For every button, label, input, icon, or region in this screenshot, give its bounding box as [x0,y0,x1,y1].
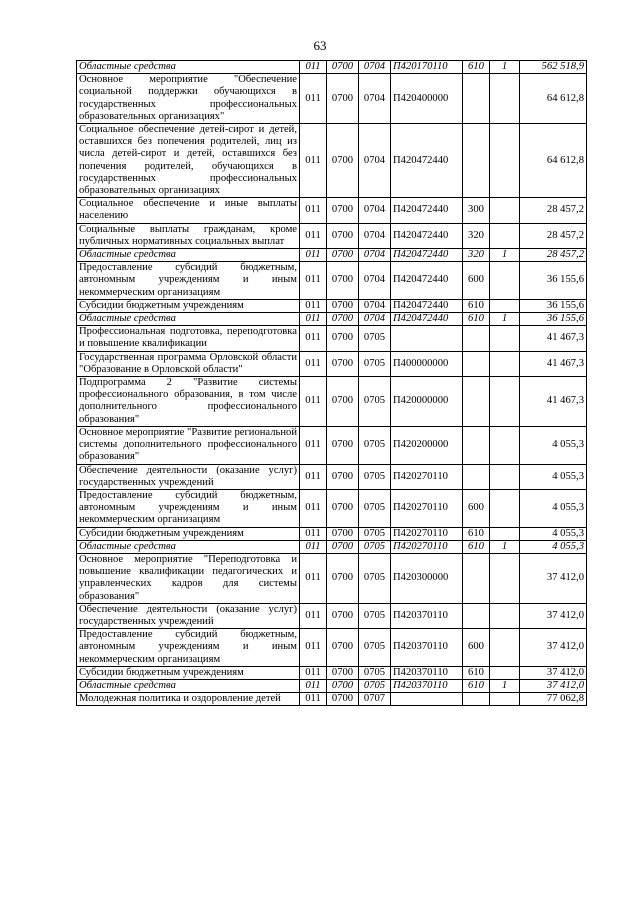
cell-amount: 37 412,0 [520,666,587,679]
cell-ministry-code: 011 [300,262,327,300]
cell-subsection-code: 0704 [359,249,391,262]
cell-name: Социальное обеспечение и иные выплаты населению [77,198,300,223]
table-row [77,124,587,198]
table-row [77,693,587,706]
cell-amount: 28 457,2 [520,249,587,262]
cell-section-code: 0700 [327,527,359,540]
cell-subsection-code: 0705 [359,527,391,540]
cell-name: Социальные выплаты гражданам, кроме публичных нормативных социальных выплат [77,223,300,248]
cell-expense-type [463,426,490,464]
cell-name: Социальное обеспечение детей-сирот и детей, оставшихся без попечения родителей, лиц из числа детей-сирот и детей, оставшихся без попечения родителей, обучающихся в государственных профессиональных образовательных организациях [77,124,300,198]
cell-section-code: 0700 [327,124,359,198]
cell-amount: 41 467,3 [520,351,587,376]
cell-target-article: П420472440 [391,198,463,223]
cell-target-article: П420270110 [391,540,463,553]
cell-amount: 37 412,0 [520,603,587,628]
cell-subsection-code: 0705 [359,679,391,692]
table-row [77,299,587,312]
cell-name: Субсидии бюджетным учреждениям [77,666,300,679]
cell-ministry-code: 011 [300,464,327,489]
cell-name: Субсидии бюджетным учреждениям [77,527,300,540]
cell-section-code: 0700 [327,61,359,74]
cell-ministry-code: 011 [300,223,327,248]
cell-amount: 4 055,3 [520,426,587,464]
cell-amount: 37 412,0 [520,679,587,692]
cell-amount: 36 155,6 [520,299,587,312]
cell-expense-type: 600 [463,629,490,667]
cell-ministry-code: 011 [300,198,327,223]
cell-funding-source: 1 [490,249,520,262]
cell-ministry-code: 011 [300,124,327,198]
cell-funding-source [490,666,520,679]
cell-funding-source: 1 [490,679,520,692]
cell-funding-source [490,377,520,427]
cell-expense-type: 610 [463,61,490,74]
cell-subsection-code: 0704 [359,299,391,312]
cell-ministry-code: 011 [300,527,327,540]
cell-subsection-code: 0705 [359,666,391,679]
cell-funding-source [490,262,520,300]
cell-funding-source [490,326,520,351]
cell-target-article: П420270110 [391,527,463,540]
table-row [77,527,587,540]
cell-name: Обеспечение деятельности (оказание услуг) государственных учреждений [77,464,300,489]
cell-funding-source [490,603,520,628]
cell-subsection-code: 0705 [359,426,391,464]
cell-funding-source [490,223,520,248]
cell-ministry-code: 011 [300,74,327,124]
cell-expense-type [463,693,490,706]
table-row [77,377,587,427]
cell-ministry-code: 011 [300,313,327,326]
cell-subsection-code: 0705 [359,540,391,553]
cell-subsection-code: 0707 [359,693,391,706]
cell-name: Обеспечение деятельности (оказание услуг) государственных учреждений [77,603,300,628]
cell-expense-type: 320 [463,249,490,262]
cell-target-article: П420270110 [391,489,463,527]
table-row [77,489,587,527]
table-row [77,540,587,553]
cell-expense-type [463,74,490,124]
cell-ministry-code: 011 [300,426,327,464]
cell-section-code: 0700 [327,313,359,326]
cell-amount: 562 518,9 [520,61,587,74]
cell-ministry-code: 011 [300,326,327,351]
table-row [77,61,587,74]
cell-target-article: П400000000 [391,351,463,376]
cell-ministry-code: 011 [300,693,327,706]
cell-ministry-code: 011 [300,299,327,312]
cell-section-code: 0700 [327,262,359,300]
cell-subsection-code: 0705 [359,377,391,427]
cell-ministry-code: 011 [300,351,327,376]
table-row [77,74,587,124]
cell-expense-type: 610 [463,679,490,692]
table-row [77,629,587,667]
cell-target-article: П420472440 [391,124,463,198]
cell-amount: 64 612,8 [520,74,587,124]
cell-name: Областные средства [77,313,300,326]
cell-ministry-code: 011 [300,249,327,262]
cell-funding-source [490,464,520,489]
cell-ministry-code: 011 [300,377,327,427]
cell-target-article: П420370110 [391,679,463,692]
cell-name: Предоставление субсидий бюджетным, автономным учреждениям и иным некоммерческим организациям [77,629,300,667]
cell-expense-type: 610 [463,666,490,679]
cell-funding-source [490,629,520,667]
cell-funding-source [490,124,520,198]
cell-subsection-code: 0704 [359,223,391,248]
cell-funding-source: 1 [490,61,520,74]
cell-funding-source [490,426,520,464]
cell-expense-type: 600 [463,262,490,300]
cell-expense-type: 600 [463,489,490,527]
cell-funding-source: 1 [490,313,520,326]
cell-subsection-code: 0704 [359,74,391,124]
table-row [77,223,587,248]
cell-expense-type: 610 [463,527,490,540]
cell-funding-source [490,553,520,603]
cell-section-code: 0700 [327,377,359,427]
cell-subsection-code: 0705 [359,629,391,667]
page-number: 63 [313,38,327,53]
cell-target-article: П420200000 [391,426,463,464]
table-row [77,679,587,692]
cell-target-article: П420472440 [391,249,463,262]
cell-target-article: П420472440 [391,223,463,248]
cell-amount: 4 055,3 [520,527,587,540]
cell-ministry-code: 011 [300,679,327,692]
cell-target-article: П420170110 [391,61,463,74]
table-row [77,426,587,464]
table-row [77,351,587,376]
cell-section-code: 0700 [327,351,359,376]
cell-section-code: 0700 [327,223,359,248]
table-row [77,249,587,262]
cell-subsection-code: 0705 [359,603,391,628]
cell-section-code: 0700 [327,629,359,667]
budget-table [76,60,587,706]
cell-amount: 37 412,0 [520,553,587,603]
cell-name: Предоставление субсидий бюджетным, автономным учреждениям и иным некоммерческим организациям [77,262,300,300]
cell-section-code: 0700 [327,426,359,464]
table-row [77,262,587,300]
cell-ministry-code: 011 [300,603,327,628]
table-row [77,464,587,489]
cell-section-code: 0700 [327,540,359,553]
cell-name: Основное мероприятие "Переподготовка и повышение квалификации педагогических и управленческих кадров для системы образования" [77,553,300,603]
cell-section-code: 0700 [327,553,359,603]
cell-funding-source [490,527,520,540]
cell-target-article [391,693,463,706]
cell-ministry-code: 011 [300,540,327,553]
cell-subsection-code: 0705 [359,351,391,376]
cell-funding-source [490,299,520,312]
cell-expense-type: 610 [463,540,490,553]
cell-expense-type: 320 [463,223,490,248]
cell-amount: 4 055,3 [520,540,587,553]
cell-amount: 36 155,6 [520,262,587,300]
cell-ministry-code: 011 [300,666,327,679]
cell-expense-type [463,464,490,489]
cell-amount: 36 155,6 [520,313,587,326]
cell-name: Подпрограмма 2 "Развитие системы профессионального образования, в том числе дополнительного профессионального образования" [77,377,300,427]
cell-name: Молодежная политика и оздоровление детей [77,693,300,706]
cell-subsection-code: 0705 [359,464,391,489]
table-row [77,326,587,351]
cell-target-article: П420370110 [391,603,463,628]
table-row [77,603,587,628]
cell-ministry-code: 011 [300,489,327,527]
cell-ministry-code: 011 [300,629,327,667]
cell-target-article: П420000000 [391,377,463,427]
cell-section-code: 0700 [327,249,359,262]
cell-amount: 28 457,2 [520,223,587,248]
table-row [77,198,587,223]
cell-section-code: 0700 [327,326,359,351]
table-row [77,553,587,603]
cell-target-article: П420472440 [391,313,463,326]
cell-subsection-code: 0705 [359,489,391,527]
cell-section-code: 0700 [327,679,359,692]
cell-name: Государственная программа Орловской области "Образование в Орловской области" [77,351,300,376]
cell-funding-source [490,74,520,124]
cell-expense-type [463,351,490,376]
cell-amount: 41 467,3 [520,377,587,427]
cell-target-article: П420400000 [391,74,463,124]
table-row [77,666,587,679]
cell-target-article: П420370110 [391,629,463,667]
cell-section-code: 0700 [327,74,359,124]
cell-name: Областные средства [77,540,300,553]
cell-section-code: 0700 [327,693,359,706]
cell-section-code: 0700 [327,603,359,628]
cell-name: Областные средства [77,61,300,74]
cell-name: Областные средства [77,249,300,262]
cell-subsection-code: 0704 [359,124,391,198]
cell-section-code: 0700 [327,666,359,679]
cell-name: Профессиональная подготовка, переподготовка и повышение квалификации [77,326,300,351]
cell-amount: 28 457,2 [520,198,587,223]
cell-target-article: П420472440 [391,262,463,300]
cell-subsection-code: 0705 [359,326,391,351]
cell-section-code: 0700 [327,198,359,223]
cell-section-code: 0700 [327,299,359,312]
cell-name: Субсидии бюджетным учреждениям [77,299,300,312]
cell-amount: 41 467,3 [520,326,587,351]
cell-name: Основное мероприятие "Обеспечение социальной поддержки обучающихся в государственных профессиональных образовательных организациях" [77,74,300,124]
cell-subsection-code: 0704 [359,313,391,326]
cell-amount: 4 055,3 [520,464,587,489]
cell-name: Областные средства [77,679,300,692]
cell-funding-source [490,693,520,706]
cell-subsection-code: 0704 [359,61,391,74]
cell-amount: 37 412,0 [520,629,587,667]
cell-expense-type: 610 [463,299,490,312]
cell-expense-type: 610 [463,313,490,326]
cell-amount: 4 055,3 [520,489,587,527]
table-row [77,313,587,326]
cell-amount: 77 062,8 [520,693,587,706]
cell-section-code: 0700 [327,489,359,527]
cell-target-article: П420300000 [391,553,463,603]
cell-target-article: П420472440 [391,299,463,312]
cell-target-article: П420370110 [391,666,463,679]
cell-funding-source: 1 [490,540,520,553]
cell-ministry-code: 011 [300,553,327,603]
cell-ministry-code: 011 [300,61,327,74]
cell-amount: 64 612,8 [520,124,587,198]
cell-expense-type: 300 [463,198,490,223]
cell-expense-type [463,377,490,427]
cell-expense-type [463,124,490,198]
cell-expense-type [463,326,490,351]
cell-target-article [391,326,463,351]
cell-name: Предоставление субсидий бюджетным, автономным учреждениям и иным некоммерческим организациям [77,489,300,527]
cell-funding-source [490,351,520,376]
cell-name: Основное мероприятие "Развитие региональной системы дополнительного профессионального образования" [77,426,300,464]
cell-target-article: П420270110 [391,464,463,489]
cell-expense-type [463,553,490,603]
cell-funding-source [490,489,520,527]
cell-subsection-code: 0704 [359,262,391,300]
cell-subsection-code: 0705 [359,553,391,603]
cell-subsection-code: 0704 [359,198,391,223]
cell-funding-source [490,198,520,223]
cell-expense-type [463,603,490,628]
cell-section-code: 0700 [327,464,359,489]
